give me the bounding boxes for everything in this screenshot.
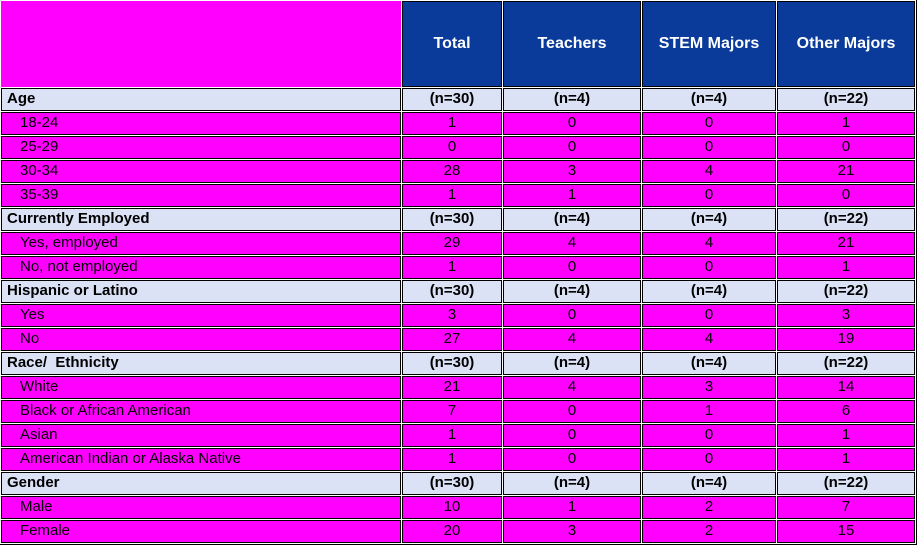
value-cell: 4 (503, 328, 641, 351)
value-cell: 7 (777, 496, 915, 519)
value-cell: 19 (777, 328, 915, 351)
section-label: Hispanic or Latino (1, 280, 401, 303)
table-row (1, 496, 915, 519)
section-count-cell: (n=30) (402, 208, 502, 231)
section-label: Gender (1, 472, 401, 495)
section-label: Age (1, 88, 401, 111)
value-cell: 2 (642, 496, 776, 519)
section-count-cell: (n=4) (503, 208, 641, 231)
section-header-row (1, 208, 915, 231)
section-count-cell: (n=4) (503, 88, 641, 111)
value-cell: 0 (503, 112, 641, 135)
value-cell: 6 (777, 400, 915, 423)
table-body (1, 88, 915, 543)
section-header-row (1, 280, 915, 303)
row-label: No (1, 328, 401, 351)
value-cell: 1 (402, 424, 502, 447)
section-count-cell: (n=22) (777, 472, 915, 495)
row-label: White (1, 376, 401, 399)
value-cell: 0 (642, 448, 776, 471)
value-cell: 0 (777, 136, 915, 159)
section-header-row (1, 88, 915, 111)
value-cell: 1 (503, 496, 641, 519)
value-cell: 15 (777, 520, 915, 543)
section-count-cell: (n=22) (777, 352, 915, 375)
value-cell: 29 (402, 232, 502, 255)
value-cell: 0 (503, 424, 641, 447)
value-cell: 0 (503, 256, 641, 279)
value-cell: 21 (402, 376, 502, 399)
section-count-cell: (n=4) (642, 472, 776, 495)
table-row (1, 112, 915, 135)
value-cell: 1 (402, 184, 502, 207)
section-count-cell: (n=22) (777, 208, 915, 231)
value-cell: 1 (777, 256, 915, 279)
value-cell: 1 (777, 112, 915, 135)
section-count-cell: (n=4) (503, 472, 641, 495)
value-cell: 21 (777, 160, 915, 183)
row-label: Yes, employed (1, 232, 401, 255)
row-label: Female (1, 520, 401, 543)
section-count-cell: (n=4) (642, 208, 776, 231)
value-cell: 1 (402, 112, 502, 135)
column-header-other-majors: Other Majors (777, 1, 915, 87)
section-header-row (1, 352, 915, 375)
table-row (1, 184, 915, 207)
header-row (1, 1, 915, 87)
column-header-teachers: Teachers (503, 1, 641, 87)
section-count-cell: (n=4) (503, 280, 641, 303)
value-cell: 14 (777, 376, 915, 399)
section-count-cell: (n=4) (503, 352, 641, 375)
section-count-cell: (n=22) (777, 88, 915, 111)
section-count-cell: (n=4) (642, 88, 776, 111)
table-row (1, 376, 915, 399)
value-cell: 0 (642, 256, 776, 279)
value-cell: 21 (777, 232, 915, 255)
value-cell: 0 (503, 400, 641, 423)
section-count-cell: (n=4) (642, 352, 776, 375)
value-cell: 0 (642, 184, 776, 207)
value-cell: 0 (642, 424, 776, 447)
table-row (1, 256, 915, 279)
row-label: Black or African American (1, 400, 401, 423)
value-cell: 0 (642, 112, 776, 135)
table-row (1, 160, 915, 183)
corner-cell (1, 1, 401, 87)
value-cell: 2 (642, 520, 776, 543)
row-label: 18-24 (1, 112, 401, 135)
value-cell: 0 (503, 448, 641, 471)
table-row (1, 448, 915, 471)
value-cell: 28 (402, 160, 502, 183)
value-cell: 3 (503, 520, 641, 543)
section-label: Currently Employed (1, 208, 401, 231)
value-cell: 0 (503, 136, 641, 159)
table-row (1, 304, 915, 327)
row-label: Asian (1, 424, 401, 447)
value-cell: 1 (503, 184, 641, 207)
column-header-stem-majors: STEM Majors (642, 1, 776, 87)
row-label: American Indian or Alaska Native (1, 448, 401, 471)
value-cell: 0 (402, 136, 502, 159)
section-count-cell: (n=4) (642, 280, 776, 303)
value-cell: 4 (642, 160, 776, 183)
value-cell: 0 (642, 304, 776, 327)
value-cell: 3 (777, 304, 915, 327)
table-row (1, 424, 915, 447)
row-label: Yes (1, 304, 401, 327)
value-cell: 1 (402, 448, 502, 471)
table-row (1, 520, 915, 543)
value-cell: 3 (402, 304, 502, 327)
value-cell: 1 (642, 400, 776, 423)
row-label: No, not employed (1, 256, 401, 279)
value-cell: 1 (777, 448, 915, 471)
value-cell: 27 (402, 328, 502, 351)
table-header (1, 1, 915, 87)
section-header-row (1, 472, 915, 495)
value-cell: 20 (402, 520, 502, 543)
table-row (1, 328, 915, 351)
value-cell: 0 (642, 136, 776, 159)
row-label: 25-29 (1, 136, 401, 159)
value-cell: 4 (503, 232, 641, 255)
section-count-cell: (n=22) (777, 280, 915, 303)
value-cell: 4 (503, 376, 641, 399)
value-cell: 4 (642, 232, 776, 255)
value-cell: 1 (777, 424, 915, 447)
value-cell: 0 (503, 304, 641, 327)
row-label: Male (1, 496, 401, 519)
column-header-total: Total (402, 1, 502, 87)
table-row (1, 232, 915, 255)
section-count-cell: (n=30) (402, 472, 502, 495)
section-count-cell: (n=30) (402, 88, 502, 111)
section-count-cell: (n=30) (402, 280, 502, 303)
value-cell: 10 (402, 496, 502, 519)
value-cell: 1 (402, 256, 502, 279)
value-cell: 4 (642, 328, 776, 351)
section-label: Race/ Ethnicity (1, 352, 401, 375)
section-count-cell: (n=30) (402, 352, 502, 375)
value-cell: 3 (503, 160, 641, 183)
value-cell: 3 (642, 376, 776, 399)
row-label: 35-39 (1, 184, 401, 207)
table-row (1, 136, 915, 159)
row-label: 30-34 (1, 160, 401, 183)
value-cell: 0 (777, 184, 915, 207)
table-row (1, 400, 915, 423)
value-cell: 7 (402, 400, 502, 423)
